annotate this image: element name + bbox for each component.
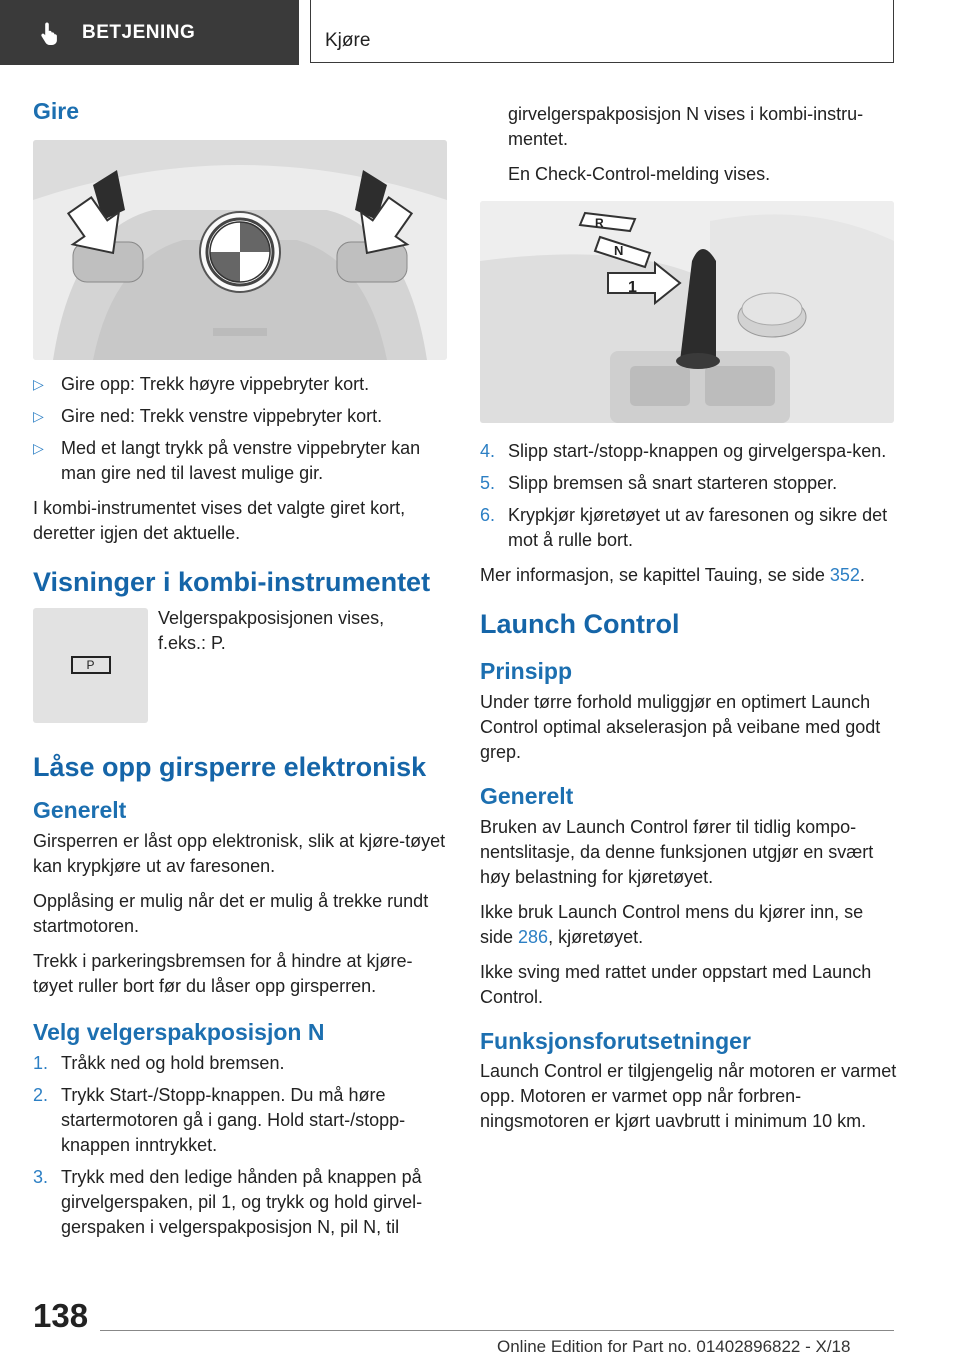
heading-velg: Velg velgerspakposisjon N xyxy=(33,1018,325,1045)
step-text: Tråkk ned og hold bremsen. xyxy=(61,1052,285,1073)
list-item xyxy=(33,1165,451,1240)
step3-continuation xyxy=(480,102,898,187)
page-number: 138 xyxy=(33,1297,89,1334)
heading-funksjonsforutsetninger: Funksjonsforutsetninger xyxy=(480,1027,751,1054)
arrow-label-1: 1 xyxy=(628,279,637,296)
launch-generelt-paragraph-1: Bruken av Launch Control fører til tidlig kompo-nentslitasje, da denne funksjonen utgjør en svært høy belastning for kjøretøyet. xyxy=(480,816,874,887)
step-text: Krypkjør kjøretøyet ut av faresonen og sikre det mot å rulle bort. xyxy=(508,505,888,550)
right-column xyxy=(480,102,898,1144)
step-text: Trykk med den ledige hånden på knappen på girvelgerspaken, pil 1, og trykk og hold girvel-gerspaken i velgerspakposisjon N, pil N, til xyxy=(61,1166,423,1237)
page-link-352[interactable]: 352 xyxy=(829,565,860,585)
list-item xyxy=(480,439,898,464)
step-number: 6. xyxy=(480,505,496,525)
generelt-paragraph-2: Opplåsing er mulig når det er mulig å trekke rundt startmotoren. xyxy=(33,890,429,936)
list-item xyxy=(480,471,898,496)
list-item xyxy=(33,372,451,397)
continuation-paragraph: girvelgerspakposisjon N vises i kombi-instru-mentet. xyxy=(508,104,864,149)
indicator-letter: P xyxy=(86,658,95,673)
step-number: 4. xyxy=(480,441,496,461)
bullet-text: Gire ned: Trekk venstre vippebryter kort. xyxy=(61,405,383,426)
hand-pointer-icon xyxy=(40,21,62,45)
launch-generelt-text-a: Ikke bruk Launch Control mens du kjører inn, se side xyxy=(480,901,864,947)
indicator-frame xyxy=(71,656,111,674)
towing-paragraph xyxy=(480,563,898,588)
page-link-286[interactable]: 286 xyxy=(518,926,549,947)
launch-generelt-text-b: , kjøretøyet. xyxy=(548,926,644,947)
steering-wheel-figure xyxy=(33,140,447,360)
step-text: Trykk Start-/Stopp-knappen. Du må høre startermotoren gå i gang. Hold start-/stopp-knappen inntrykket. xyxy=(61,1084,406,1155)
towing-text: Mer informasjon, se kapittel Tauing, se side xyxy=(480,565,830,585)
heading-gire: Gire xyxy=(33,98,80,124)
heading-visninger: Visninger i kombi-instrumentet xyxy=(33,566,431,597)
footer-divider xyxy=(100,1330,894,1331)
heading-generelt-right: Generelt xyxy=(480,782,574,809)
heading-launch-control: Launch Control xyxy=(480,609,680,639)
list-item xyxy=(480,503,898,553)
launch-generelt-paragraph-2 xyxy=(480,900,898,950)
list-item xyxy=(33,1051,451,1076)
heading-prinsipp: Prinsipp xyxy=(480,658,573,685)
towing-end: . xyxy=(859,565,865,585)
gire-bullet-list xyxy=(33,372,451,486)
list-item xyxy=(33,404,451,429)
generelt-paragraph-3: Trekk i parkeringsbremsen for å hindre at kjøre-tøyet ruller bort før du låser opp girsperren. xyxy=(33,950,413,996)
step-text: Slipp bremsen så snart starteren stopper. xyxy=(508,473,838,493)
header-section-title: BETJENING xyxy=(82,21,196,43)
generelt-paragraph-1: Girsperren er låst opp elektronisk, slik at kjøre-tøyet kan krypkjøre ut av faresonen. xyxy=(33,830,446,876)
bullet-text: Gire opp: Trekk høyre vippebryter kort. xyxy=(61,373,370,394)
header-section-tab xyxy=(0,0,299,65)
check-control-paragraph: En Check-Control-melding vises. xyxy=(508,164,771,184)
visninger-paragraph: Velgerspakposisjonen vises, f.eks.: P. xyxy=(158,607,385,653)
heading-generelt-left: Generelt xyxy=(33,797,127,824)
arrow-label-r: R xyxy=(595,216,604,230)
footer-edition: Online Edition for Part no. 01402896822 - X/18 xyxy=(497,1337,851,1356)
heading-laase-opp: Låse opp girsperre elektronisk xyxy=(33,751,427,782)
visninger-block xyxy=(33,608,451,723)
gire-paragraph: I kombi-instrumentet vises det valgte giret kort, deretter igjen det aktuelle. xyxy=(33,497,406,543)
list-item xyxy=(33,1083,451,1158)
step-number: 5. xyxy=(480,473,496,493)
step-number: 2. xyxy=(33,1084,49,1105)
left-column xyxy=(33,98,451,1250)
gear-selector-figure xyxy=(480,201,894,423)
gear-indicator-figure xyxy=(33,608,148,723)
header-chapter-box xyxy=(310,0,894,63)
step-number: 3. xyxy=(33,1166,49,1187)
arrow-label-n: N xyxy=(614,243,624,258)
steps-list-right xyxy=(480,439,898,553)
bullet-text: Med et langt trykk på venstre vippebryter kan man gire ned til lavest mulige gir. xyxy=(61,437,421,483)
launch-generelt-paragraph-3: Ikke sving med rattet under oppstart med Launch Control. xyxy=(480,961,872,1007)
steps-list-left xyxy=(33,1051,451,1240)
list-item xyxy=(33,436,451,486)
prinsipp-paragraph: Under tørre forhold muliggjør en optimert Launch Control optimal akselerasjon på veibane med godt grep. xyxy=(480,691,881,762)
header-chapter-title: Kjøre xyxy=(325,30,371,51)
step-number: 1. xyxy=(33,1052,49,1073)
step-text: Slipp start-/stopp-knappen og girvelgerspa-ken. xyxy=(508,441,887,461)
funksjon-paragraph: Launch Control er tilgjengelig når motoren er varmet opp. Motoren er varmet opp når forbren-ningsmotoren er kjørt uavbrutt i minimum 10 km. xyxy=(480,1061,897,1132)
